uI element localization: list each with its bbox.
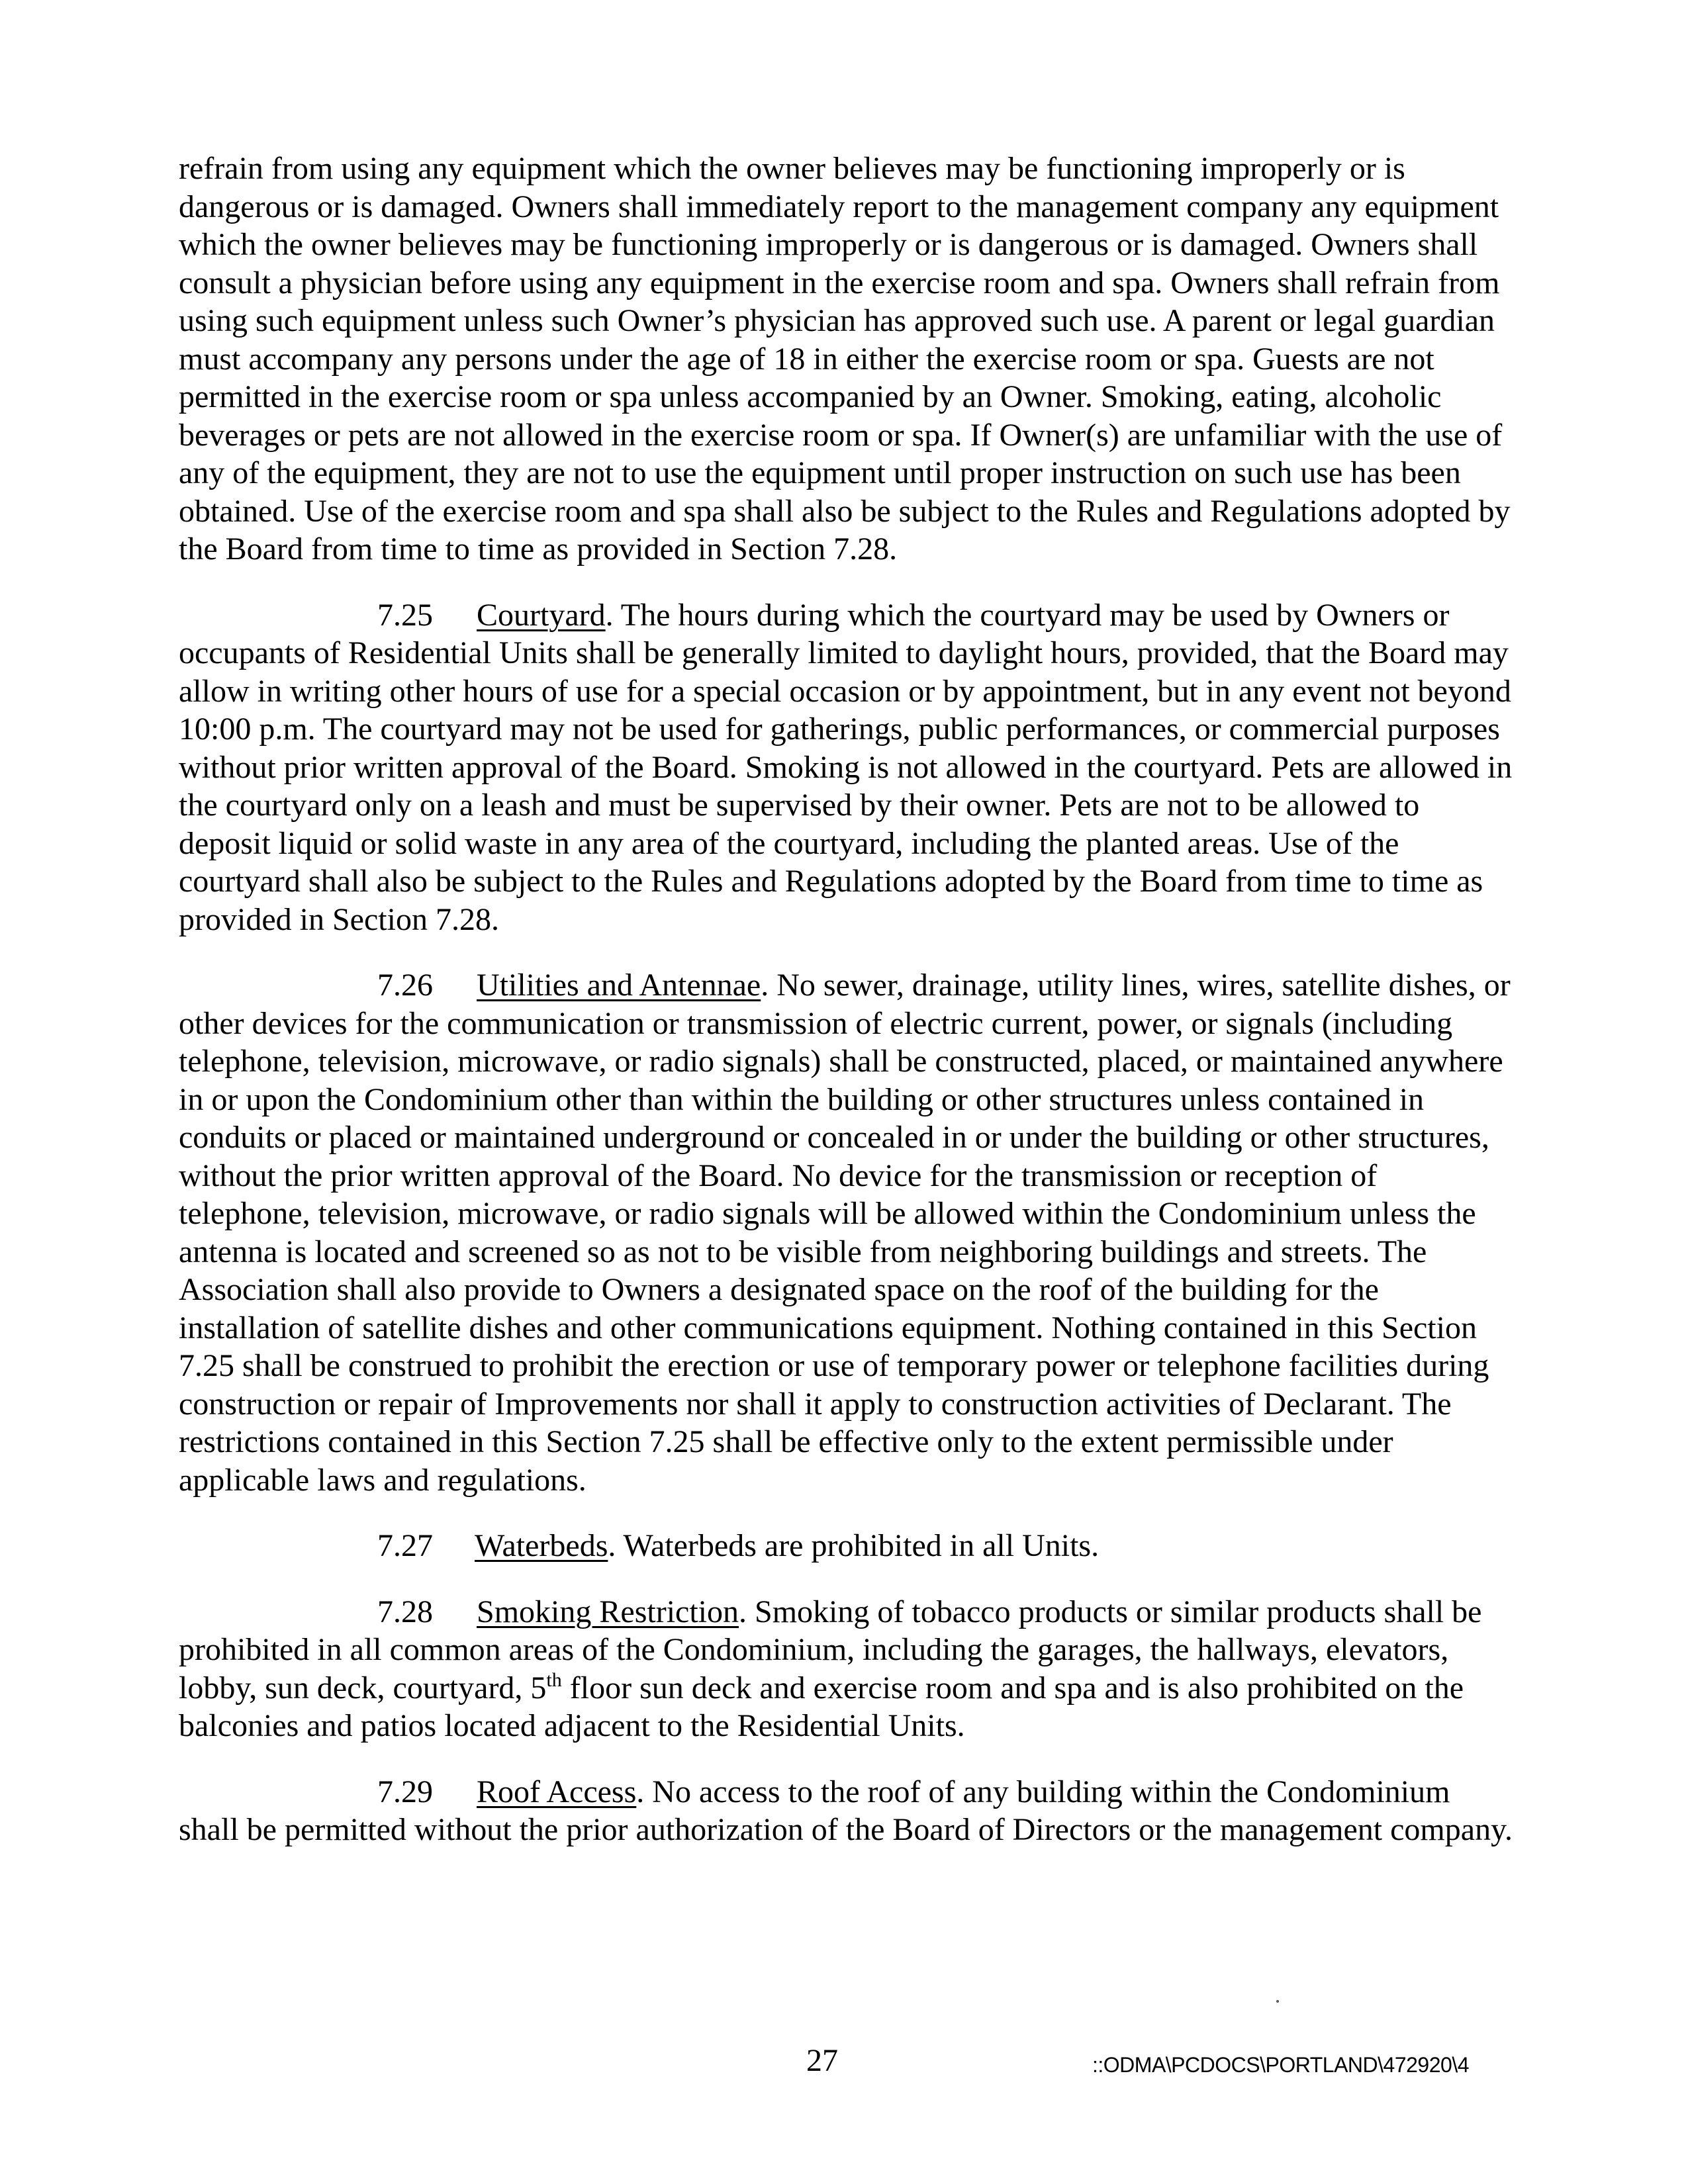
section-number: 7.29 xyxy=(377,1774,433,1809)
section-title: Utilities and Antennae xyxy=(477,968,761,1003)
page-number: 27 xyxy=(806,2043,838,2078)
section-title: Courtyard xyxy=(477,597,606,633)
section-number: 7.25 xyxy=(377,597,433,633)
scan-speck xyxy=(1276,2000,1279,2003)
section-text: . Smoking of tobacco products or similar products shall be prohibited in all common areas of the Condominium, including the garages, the hallways, elevators, lobby, sun deck, courtyard, 5 xyxy=(179,1594,1482,1706)
section-number: 7.28 xyxy=(377,1594,433,1629)
section-text: . Waterbeds are prohibited in all Units. xyxy=(608,1528,1100,1563)
section-text: . No sewer, drainage, utility lines, wires, satellite dishes, or other devices for the communication or transmission of electric current, power, or signals (including telephone, television, microwave, or radio signals) shall be constructed, placed, or maintained anywhere in or upon the Condominium other than within the building or other structures unless contained in conduits or placed or maintained underground or concealed in or under the building or other structures, without the prior written approval of the Board. No device for the transmission or reception of telephone, television, microwave, or radio signals will be allowed within the Condominium unless the antenna is located and screened so as not to be visible from neighboring buildings and streets. The Association shall also provide to Owners a designated space on the roof of the building for the installation of satellite dishes and other communications equipment. Nothing contained in this Section 7.25 shall be construed to prohibit the erection or use of temporary power or telephone facilities during construction or repair of Improvements nor shall it apply to construction activities of Declarant. The restrictions contained in this Section 7.25 shall be effective only to the extent permissible under applicable laws and regulations. xyxy=(179,968,1511,1498)
document-id: ::ODMA\PCDOCS\PORTLAND\472920\4 xyxy=(1092,2053,1469,2077)
section-number: 7.26 xyxy=(377,968,433,1003)
section-title: Waterbeds xyxy=(475,1528,608,1563)
section-7-29 xyxy=(179,1773,1516,1849)
section-title: Roof Access xyxy=(477,1774,637,1809)
section-7-28 xyxy=(179,1593,1516,1745)
section-number: 7.27 xyxy=(377,1528,433,1563)
superscript-ordinal: th xyxy=(546,1668,562,1691)
section-7-25 xyxy=(179,596,1516,939)
section-title: Smoking Restriction xyxy=(477,1594,739,1629)
section-7-26 xyxy=(179,966,1516,1499)
section-text: . The hours during which the courtyard may be used by Owners or occupants of Residential Units shall be generally limited to daylight hours, provided, that the Board may allow in writing other hours of use for a special occasion or by appointment, but in any event not beyond 10:00 p.m. The courtyard may not be used for gatherings, public performances, or commercial purposes without prior written approval of the Board. Smoking is not allowed in the courtyard. Pets are allowed in the courtyard only on a leash and must be supervised by their owner. Pets are not to be allowed to deposit liquid or solid waste in any area of the courtyard, including the planted areas. Use of the courtyard shall also be subject to the Rules and Regulations adopted by the Board from time to time as provided in Section 7.28. xyxy=(179,597,1513,937)
section-text-continued: floor sun deck and exercise room and spa and is also prohibited on the balconies and patios located adjacent to the Residential Units. xyxy=(179,1670,1464,1743)
intro-paragraph: refrain from using any equipment which the owner believes may be functioning improperly or is dangerous or is damaged. Owners shall immediately report to the management company any equipment which the owner believes may be functioning improperly or is dangerous or is damaged. Owners shall consult a physician before using any equipment in the exercise room and spa. Owners shall refrain from using such equipment unless such Owner’s physician has approved such use. A parent or legal guardian must accompany any persons under the age of 18 in either the exercise room or spa. Guests are not permitted in the exercise room or spa unless accompanied by an Owner. Smoking, eating, alcoholic beverages or pets are not allowed in the exercise room or spa. If Owner(s) are unfamiliar with the use of any of the equipment, they are not to use the equipment until proper instruction on such use has been obtained. Use of the exercise room and spa shall also be subject to the Rules and Regulations adopted by the Board from time to time as provided in Section 7.28. xyxy=(179,151,1511,567)
section-7-27 xyxy=(179,1527,1516,1565)
document-body xyxy=(179,150,1516,1849)
section-text: . No access to the roof of any building within the Condominium shall be permitted without the prior authorization of the Board of Directors or the management company. xyxy=(179,1774,1513,1847)
